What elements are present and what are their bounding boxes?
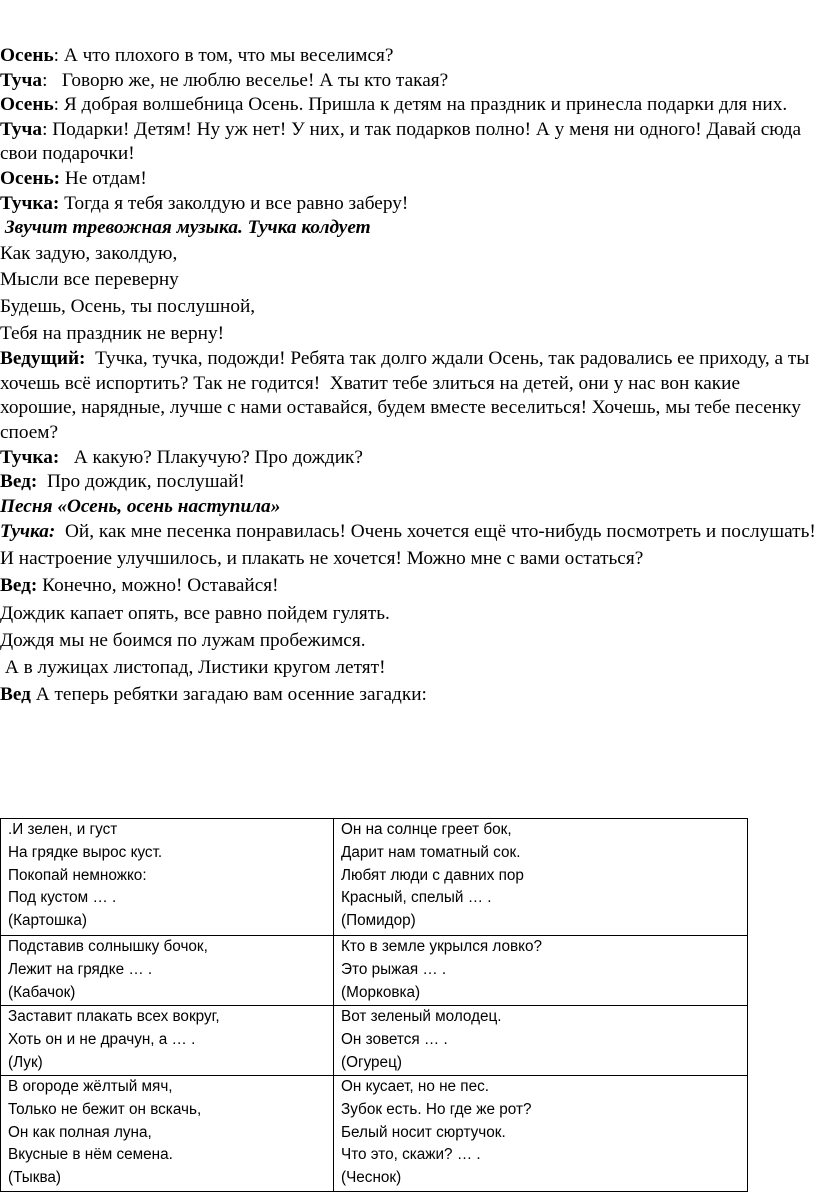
line-tuchka-1: Тучка: Тогда я тебя заколдую и все равно заберу!: [0, 192, 409, 214]
table-row: [1, 819, 748, 936]
song-verse: [0, 600, 816, 681]
speaker: Тучка:: [0, 521, 56, 543]
speaker: Ведущий:: [0, 348, 86, 370]
riddle-cell: Заставит плакать всех вокруг, Хоть он и не драчун, а … . (Лук): [1, 1006, 334, 1076]
script-text: [0, 44, 816, 709]
speaker: Вед: [0, 684, 31, 706]
line-tucha-2: Туча: Подарки! Детям! Ну уж нет! У них, и так подарков полно! А у меня ни одного! Давай сюда свои подарочки!: [0, 118, 802, 165]
speaker: Вед:: [0, 471, 38, 493]
song-title: Песня «Осень, осень наступила»: [0, 495, 281, 517]
riddle-cell: Он кусает, но не пес. Зубок есть. Но где же рот? Белый носит сюртучок. Что это, скажи? … . (Чеснок): [334, 1076, 748, 1192]
speaker: Тучка:: [0, 192, 60, 214]
speaker: Осень: [0, 94, 54, 116]
verse-line: Мысли все переверну: [0, 269, 179, 291]
speaker: Туча: [0, 69, 43, 91]
riddle-cell: Он на солнце греет бок, Дарит нам томатный сок. Любят люди с давних пор Красный, спелый … . (Помидор): [334, 819, 748, 936]
riddles-table: [0, 818, 748, 1192]
stage-direction: Звучит тревожная музыка. Тучка колдует: [0, 217, 371, 239]
line-tucha-1: Туча: Говорю же, не люблю веселье! А ты кто такая?: [0, 69, 449, 91]
table-row: [1, 1006, 748, 1076]
riddle-cell: .И зелен, и густ На грядке вырос куст. Покопай немножко: Под кустом … . (Картошка): [1, 819, 334, 936]
line-ved-1: Вед: Про дождик, послушай!: [0, 471, 245, 493]
verse-line: Будешь, Осень, ты послушной,: [0, 295, 256, 317]
speaker: Осень:: [0, 167, 61, 189]
speaker: Туча: [0, 118, 43, 140]
speaker: Осень: [0, 45, 54, 66]
verse-line: Тебя на праздник не верну!: [0, 322, 225, 344]
verse-line: Дождя мы не боимся по лужам пробежимся.: [0, 630, 366, 652]
line-tuchka-2: Тучка: А какую? Плакучую? Про дождик?: [0, 446, 363, 468]
line-tuchka-3: Тучка: Ой, как мне песенка понравилась! Очень хочется ещё что-нибудь посмотреть и послушать! И настроение улучшилось, и плакать не хочется! Можно мне с вами остаться?: [0, 521, 816, 569]
table-row: [1, 1076, 748, 1192]
riddles-table-wrap: [0, 818, 748, 1192]
line-osen-2: Осень: Я добрая волшебница Осень. Пришла к детям на праздник и принесла подарки для них.: [0, 94, 788, 116]
line-ved-2: Вед: Конечно, можно! Оставайся!: [0, 575, 279, 597]
riddle-cell: В огороде жёлтый мяч, Только не бежит он вскачь, Он как полная луна, Вкусные в нём семена. (Тыква): [1, 1076, 334, 1192]
riddle-cell: Кто в земле укрылся ловко? Это рыжая … . (Морковка): [334, 936, 748, 1006]
spell-verse: [0, 241, 816, 347]
line-osen-3: Осень: Не отдам!: [0, 167, 147, 189]
line-osen-1: Осень: А что плохого в том, что мы веселимся?: [0, 45, 394, 66]
line-ved-3: Вед А теперь ребятки загадаю вам осенние загадки:: [0, 684, 427, 706]
line-vedushchiy: Ведущий: Тучка, тучка, подожди! Ребята так долго ждали Осень, так радовались ее приходу, а ты хочешь всё испортить? Так не годится! Хватит тебе злиться на детей, они у нас вон какие хорошие, нарядные, лучше с нами оставайся, будем вместе веселиться! Хочешь, мы тебе песенку споем?: [0, 348, 815, 443]
riddle-cell: Вот зеленый молодец. Он зовется … . (Огурец): [334, 1006, 748, 1076]
verse-line: Дождик капает опять, все равно пойдем гулять.: [0, 603, 390, 625]
riddle-cell: Подставив солнышку бочок, Лежит на грядке … . (Кабачок): [1, 936, 334, 1006]
verse-line: А в лужицах листопад, Листики кругом летят!: [0, 657, 386, 679]
verse-line: Как задую, заколдую,: [0, 242, 178, 264]
speaker: Вед:: [0, 575, 38, 597]
speaker: Тучка:: [0, 446, 60, 468]
table-row: [1, 936, 748, 1006]
